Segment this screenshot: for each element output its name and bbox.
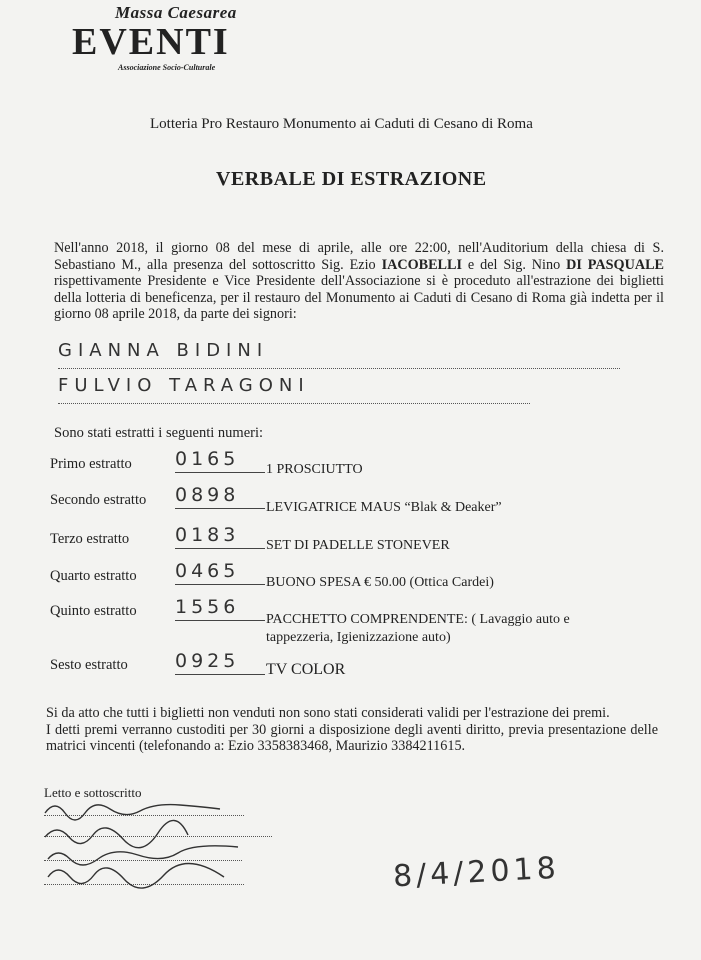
draw-number: 0925: [175, 650, 265, 675]
intro-text-1: Nell'anno 2018, il giorno 08 del mese di aprile, alle ore 22:00, nell'Auditorium della chiesa di S. Sebastiano M., alla presenza del sottoscritto Sig. Ezio: [54, 240, 664, 273]
draw-label: Primo estratto: [50, 456, 132, 472]
draw-number: 0465: [175, 560, 265, 585]
signed-label: Letto e sottoscritto: [44, 785, 142, 800]
handwritten-date: 8/4/2018: [392, 850, 561, 895]
draw-label: Terzo estratto: [50, 531, 130, 547]
draw-label: Sesto estratto: [50, 657, 128, 673]
draw-number: 0898: [175, 484, 265, 509]
draw-prize: LEVIGATRICE MAUS “Blak & Deaker”: [266, 500, 502, 515]
intro-text-2: e del Sig. Nino: [461, 256, 567, 273]
intro-text-3: rispettivamente Presidente e Vice Presidente dell'Associazione si è proceduto all'estrazione dei biglietti della lotteria di beneficenza, per il restauro del Monumento ai Caduti di Cesano di Roma già indetta per il giorno 08 aprile 2018, da parte dei signori:: [54, 273, 664, 322]
draw-prize: TV COLOR: [266, 661, 346, 678]
draw-prize: SET DI PADELLE STONEVER: [266, 538, 450, 553]
handwritten-name-2: FULVIO TARAGONI: [58, 375, 530, 404]
logo-tagline: Massa Caesarea: [115, 3, 237, 22]
draw-number: 0183: [175, 524, 265, 549]
draw-prize: BUONO SPESA € 50.00 (Ottica Cardei): [266, 575, 494, 590]
handwritten-signatures: [40, 795, 260, 890]
draw-prize: PACCHETTO COMPRENDENTE: ( Lavaggio auto e tappezzeria, Igienizzazione auto): [266, 612, 570, 645]
intro-paragraph: [54, 240, 664, 323]
closing-text-2: I detti premi verranno custoditi per 30 giorni a disposizione degli aventi diritto, previa presentazione delle matrici vincenti (telefonando a: Ezio 3358383468, Maurizio 3384211615.: [46, 721, 658, 754]
draw-label: Quarto estratto: [50, 568, 137, 584]
logo-subtitle: Associazione Socio-Culturale: [118, 63, 216, 72]
handwritten-name-1: GIANNA BIDINI: [58, 340, 620, 369]
extracted-intro: Sono stati estratti i seguenti numeri:: [54, 425, 264, 441]
closing-paragraph: [46, 705, 658, 755]
draw-prize: 1 PROSCIUTTO: [266, 462, 363, 477]
draw-number: 0165: [175, 448, 265, 473]
document-title: VERBALE DI ESTRAZIONE: [216, 168, 487, 190]
closing-text-1: Si da atto che tutti i biglietti non venduti non sono stati considerati validi per l'estrazione dei premi.: [46, 705, 610, 721]
draw-label: Quinto estratto: [50, 603, 137, 619]
vice-president-surname: DI PASQUALE: [566, 256, 665, 273]
draw-number: 1556: [175, 596, 265, 621]
logo-eventi: EVENTI: [72, 21, 230, 63]
lottery-subtitle: Lotteria Pro Restauro Monumento ai Caduti di Cesano di Roma: [150, 116, 533, 132]
draw-label: Secondo estratto: [50, 492, 147, 508]
president-surname: IACOBELLI: [381, 256, 462, 273]
